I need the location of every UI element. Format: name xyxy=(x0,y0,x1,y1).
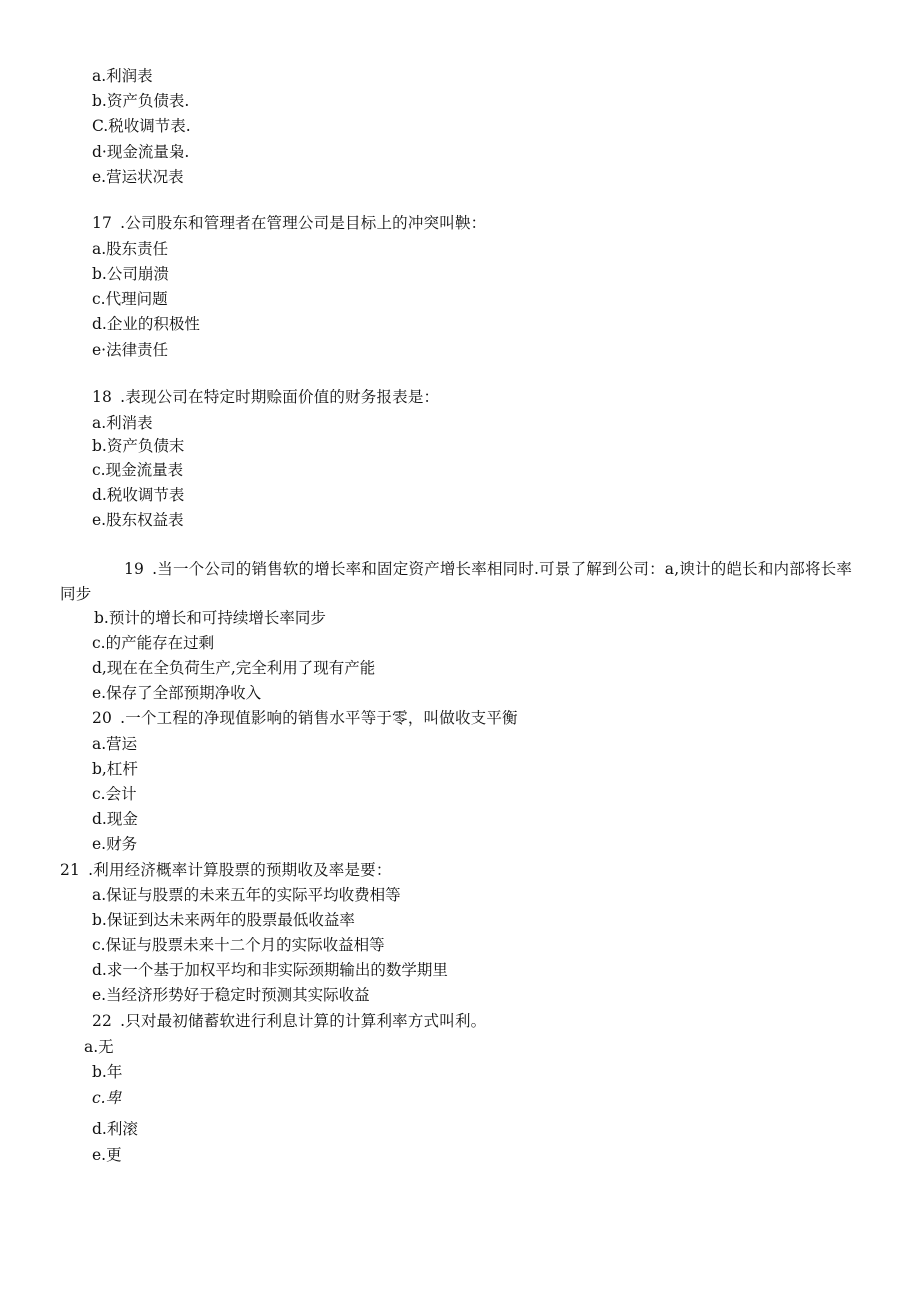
question-text: .公司股东和管理者在管理公司是目标上的冲突叫鞅： xyxy=(120,214,487,232)
option-line: b.资产负债末 xyxy=(92,437,185,455)
option-line: a.利润表 xyxy=(92,67,153,85)
option-line: a.营运 xyxy=(92,735,138,753)
option-line: a.利消表 xyxy=(92,414,153,432)
option-line: d·现金流量枭. xyxy=(92,143,190,161)
option-line: c.卑 xyxy=(92,1089,122,1107)
option-line: c.现金流量表 xyxy=(92,461,184,479)
option-line: d.求一个基于加权平均和非实际颈期输出的数学期里 xyxy=(92,961,448,979)
option-line: d.利滚 xyxy=(92,1120,138,1138)
question-22 xyxy=(92,1011,486,1031)
option-line: e.股东权益表 xyxy=(92,511,184,529)
option-line: e.当经济形势好于稳定时预测其实际收益 xyxy=(92,986,370,1004)
option-line: b.资产负债表. xyxy=(92,92,190,110)
question-text: .一个工程的净现值影响的销售水平等于零，叫做收支平衡 xyxy=(120,709,518,727)
option-line: e·法律责任 xyxy=(92,341,169,359)
question-number: 21 xyxy=(60,861,81,879)
option-line: e.营运状况表 xyxy=(92,168,184,186)
question-number: 20 xyxy=(92,709,113,727)
question-17 xyxy=(92,213,486,233)
option-line: b,杠杆 xyxy=(92,760,138,778)
option-line: C.税收调节表. xyxy=(92,117,191,135)
question-19 xyxy=(60,557,860,607)
question-20 xyxy=(92,708,518,728)
question-text: .表现公司在特定时期赊面价值的财务报表是： xyxy=(120,388,440,406)
option-line: b.保证到达未来两年的股票最低收益率 xyxy=(92,911,355,929)
option-line: d.企业的积极性 xyxy=(92,315,200,333)
option-line: b.预计的增长和可持续增长率同步 xyxy=(94,609,326,627)
option-line: b.公司崩溃 xyxy=(92,265,169,283)
question-text: .当一个公司的销售软的增长率和固定资产增长率相同时.可景了解到公司：a,谀计的皑长和内部将长率同步 xyxy=(60,560,853,603)
option-line: e.更 xyxy=(92,1146,122,1164)
question-21 xyxy=(60,860,392,880)
option-line: c.保证与股票未来十二个月的实际收益相等 xyxy=(92,936,385,954)
option-line: d.现金 xyxy=(92,810,138,828)
option-line: d,现在在全负荷生产,完全利用了现有产能 xyxy=(92,659,376,677)
option-line: a.无 xyxy=(84,1038,114,1056)
option-line: e.保存了全部预期净收入 xyxy=(92,684,262,702)
option-line: d.税收调节表 xyxy=(92,486,185,504)
question-text: .利用经济概率计算股票的预期收及率是要： xyxy=(88,861,392,879)
option-line: a.股东责任 xyxy=(92,240,169,258)
question-number: 22 xyxy=(92,1012,113,1030)
question-number: 18 xyxy=(92,388,113,406)
option-line: c.代理问题 xyxy=(92,290,168,308)
question-18 xyxy=(92,387,439,407)
question-number: 19 xyxy=(124,560,145,578)
option-line: c.的产能存在过剩 xyxy=(92,634,215,652)
question-number: 17 xyxy=(92,214,113,232)
option-line: b.年 xyxy=(92,1063,123,1081)
option-line: a.保证与股票的未来五年的实际平均收费相等 xyxy=(92,886,401,904)
option-line: e.财务 xyxy=(92,835,138,853)
option-line: c.会计 xyxy=(92,785,137,803)
question-text: .只对最初储蓄软进行利息计算的计算利率方式叫利。 xyxy=(120,1012,487,1030)
